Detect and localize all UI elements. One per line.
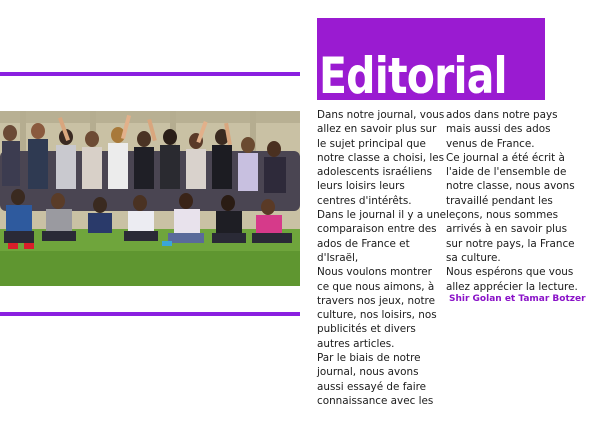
- text-line: comparaison entre des: [317, 223, 437, 236]
- text-line: adolescents israéliens: [317, 166, 432, 179]
- article-column-left: [317, 108, 447, 408]
- text-line: Nous voulons montrer: [317, 266, 432, 279]
- text-line: culture, nos loisirs, nos: [317, 309, 437, 322]
- text-line: d'Israël,: [317, 251, 359, 264]
- text-line: travers nos jeux, notre: [317, 294, 435, 307]
- text-line: Dans le journal il y a une: [317, 209, 447, 222]
- text-line: le sujet principal que: [317, 137, 426, 150]
- text-line: connaissance avec les: [317, 394, 434, 407]
- page-title: Editorial: [319, 47, 507, 100]
- text-line: ados de France et: [317, 237, 410, 250]
- text-line: leurs loisirs leurs: [317, 180, 405, 193]
- text-line: publicités et divers: [317, 323, 416, 336]
- text-line: venus de France.: [446, 137, 535, 150]
- text-line: travaillé pendant les: [446, 194, 553, 207]
- text-line: leçons, nous sommes: [446, 209, 559, 222]
- text-line: journal, nous avons: [317, 366, 419, 379]
- text-line: sur notre pays, la France: [446, 237, 575, 250]
- title-banner: [317, 18, 545, 100]
- text-line: notre classe, nous avons: [446, 180, 575, 193]
- text-line: sa culture.: [446, 251, 501, 264]
- text-line: l'aide de l'ensemble de: [446, 166, 567, 179]
- text-line: allez en savoir plus sur: [317, 123, 437, 136]
- text-line: autres articles.: [317, 337, 395, 350]
- text-line: mais aussi des ados: [446, 123, 551, 136]
- group-photo-illustration: [0, 111, 300, 286]
- author-byline: Shir Golan et Tamar Botzer: [449, 294, 586, 304]
- text-line: Nous espérons que vous: [446, 266, 574, 279]
- class-group-photo: [0, 111, 300, 286]
- text-line: allez apprécier la lecture.: [446, 280, 578, 293]
- text-line: arrivés à en savoir plus: [446, 223, 568, 236]
- text-line: Ce journal a été écrit à: [446, 151, 565, 164]
- text-line: notre classe a choisi, les: [317, 151, 445, 164]
- bottom-purple-rule: [0, 312, 300, 316]
- article-column-right: [446, 108, 576, 294]
- top-purple-rule: [0, 72, 300, 76]
- text-line: ce que nous aimons, à: [317, 280, 435, 293]
- text-line: Dans notre journal, vous: [317, 109, 445, 121]
- text-line: aussi essayé de faire: [317, 380, 427, 393]
- text-line: ados dans notre pays: [446, 109, 558, 121]
- text-line: centres d'intérêts.: [317, 194, 412, 207]
- text-line: Par le biais de notre: [317, 352, 421, 365]
